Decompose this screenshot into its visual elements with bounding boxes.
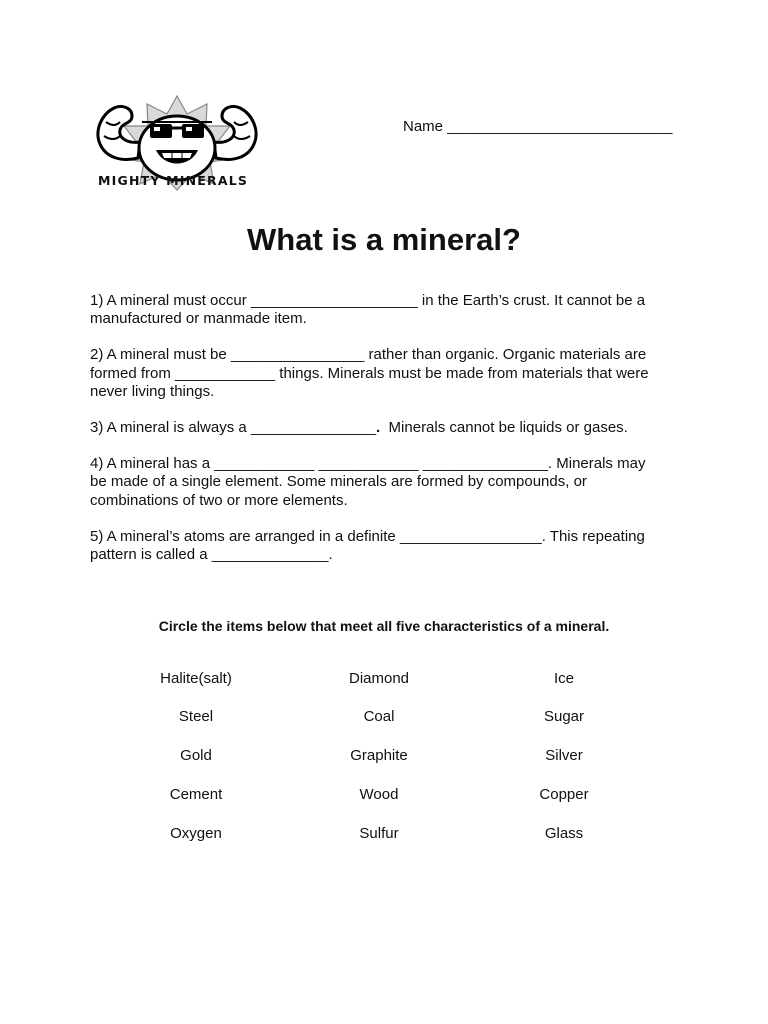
item-sugar[interactable]: Sugar — [543, 708, 585, 725]
question-1 — [90, 292, 680, 328]
question-2-line-3: never living things. — [90, 382, 215, 400]
name-blank[interactable]: ___________________________ — [447, 118, 673, 135]
question-3-part-1: 3) A mineral is always a _______________ — [90, 419, 377, 437]
question-4-line-1: 4) A mineral has a ____________ ____________ _______________. Minerals may — [90, 455, 646, 473]
item-copper[interactable]: Copper — [539, 786, 589, 803]
question-2-line-2: formed from ____________ things. Minerals must be made from materials that were — [90, 364, 649, 382]
question-2-line-1: 2) A mineral must be ________________ rather than organic. Organic materials are — [90, 346, 647, 364]
logo-title: MIGHTY MINERALS — [98, 173, 249, 188]
question-5 — [90, 528, 680, 564]
name-field[interactable] — [403, 118, 672, 135]
item-graphite[interactable]: Graphite — [350, 747, 408, 764]
question-3-period: . — [376, 419, 381, 437]
item-gold[interactable]: Gold — [180, 747, 212, 764]
page-title: What is a mineral? — [247, 222, 521, 257]
item-ice[interactable]: Ice — [553, 670, 574, 687]
question-5-line-1: 5) A mineral’s atoms are arranged in a definite _________________. This repeating — [90, 527, 645, 545]
questions-list — [90, 292, 680, 582]
question-4-line-2: be made of a single element. Some minerals are formed by compounds, or — [90, 473, 587, 491]
question-4-line-3: combinations of two or more elements. — [90, 491, 348, 509]
question-5-line-2: pattern is called a ______________. — [90, 546, 333, 564]
item-sulfur[interactable]: Sulfur — [359, 825, 399, 842]
question-1-line-1: 1) A mineral must occur ____________________ in the Earth’s crust. It cannot be a — [90, 292, 646, 309]
question-3 — [90, 419, 680, 437]
name-label: Name — [403, 118, 444, 135]
item-wood[interactable]: Wood — [359, 786, 399, 803]
question-2 — [90, 346, 680, 401]
instruction-text: Circle the items below that meet all five characteristics of a mineral. — [158, 618, 610, 634]
item-cement[interactable]: Cement — [169, 786, 223, 803]
item-steel[interactable]: Steel — [178, 708, 214, 725]
question-1-line-2: manufactured or manmade item. — [90, 310, 307, 328]
question-4 — [90, 455, 680, 510]
item-silver[interactable]: Silver — [545, 747, 583, 764]
item-oxygen[interactable]: Oxygen — [170, 825, 222, 842]
item-halite[interactable]: Halite(salt) — [160, 670, 232, 687]
item-diamond[interactable]: Diamond — [348, 670, 410, 687]
item-glass[interactable]: Glass — [544, 825, 584, 842]
item-coal[interactable]: Coal — [363, 708, 395, 725]
question-3-part-3: Minerals cannot be liquids or gases. — [380, 419, 628, 437]
